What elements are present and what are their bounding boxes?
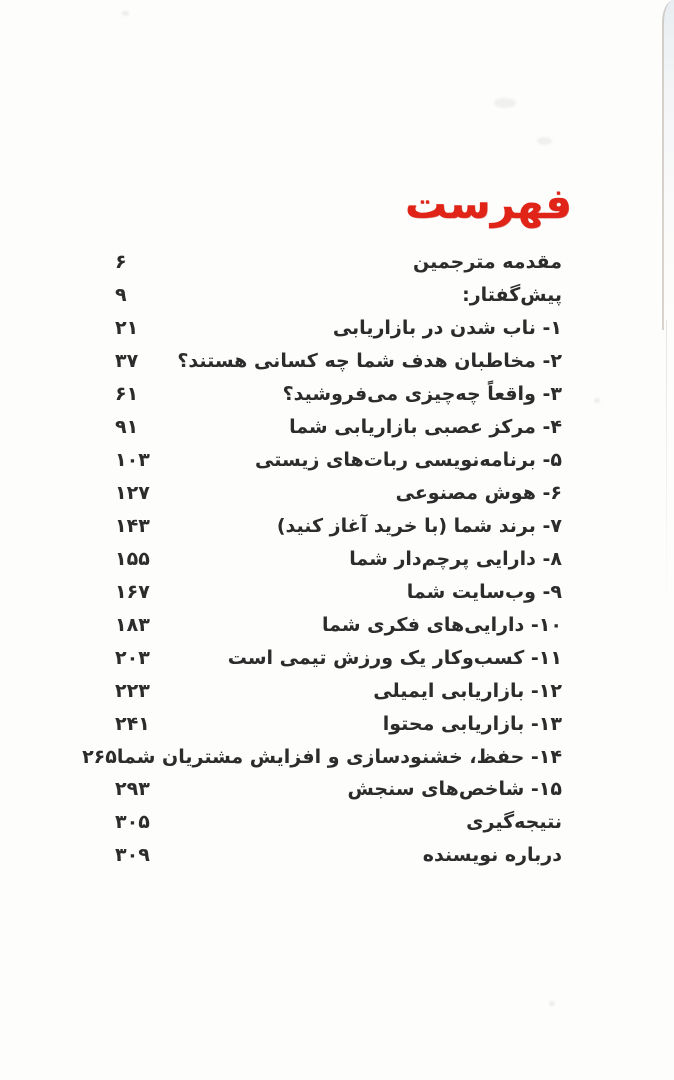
toc-entry-page: ۱۲۷: [115, 482, 150, 505]
toc-entry: [115, 378, 562, 411]
page-title: فهرست: [404, 179, 572, 228]
toc-entry-page: ۶۱: [115, 383, 139, 406]
toc-entry: [115, 839, 562, 872]
toc-entry-page: ۳۷: [115, 350, 139, 373]
toc-entry: [115, 608, 562, 641]
toc-entry: [115, 411, 562, 444]
toc-entry: [115, 707, 562, 740]
toc-entry: [115, 542, 562, 575]
toc-entry-page: ۲۴۱: [115, 712, 150, 735]
toc-entry-label: ۱۰- دارایی‌های فکری شما: [321, 613, 562, 636]
page-edge-curve: [662, 0, 674, 330]
toc-entry: [115, 674, 562, 707]
page-edge-line: [666, 320, 668, 620]
toc-entry-label: ۱۳- بازاریابی محتوا: [382, 712, 562, 735]
toc-entry: [115, 510, 562, 543]
toc-entry-label: ۲- مخاطبان هدف شما چه کسانی هستند؟: [177, 350, 562, 373]
scan-smudge: [494, 98, 516, 108]
toc-entry-label: ۱۲- بازاریابی ایمیلی: [373, 679, 562, 702]
toc-entry: [115, 477, 562, 510]
toc-entry-page: ۱۶۷: [115, 580, 150, 603]
toc-entry-page: ۲۶۵: [82, 745, 117, 768]
toc-entry: [82, 740, 562, 773]
toc-entry: [115, 575, 562, 608]
toc-entry-page: ۳۰۵: [115, 811, 150, 834]
toc-entry: [115, 246, 562, 279]
toc-entry: [115, 641, 562, 674]
scan-smudge: [594, 398, 600, 403]
toc-entry: [115, 444, 562, 477]
toc-entry-label: ۹- وب‌سایت شما: [406, 580, 562, 603]
toc-entry-label: ۷- برند شما (با خرید آغاز کنید): [276, 514, 562, 537]
toc-entry-page: ۲۱: [115, 317, 139, 340]
toc-entry-page: ۱۴۳: [115, 514, 150, 537]
toc-entry-label: ۶- هوش مصنوعی: [395, 482, 562, 505]
toc-entry: [115, 806, 562, 839]
toc-entry-label: ۵- برنامه‌نویسی ربات‌های زیستی: [255, 449, 562, 472]
toc-entry-label: مقدمه مترجمین: [413, 251, 562, 274]
toc-entry-label: ۴- مرکز عصبی بازاریابی شما: [289, 416, 562, 439]
toc-entry-page: ۱۵۵: [115, 547, 150, 570]
toc-entry-page: ۲۹۳: [115, 778, 150, 801]
scan-smudge: [122, 11, 129, 16]
toc-entry-page: ۳۰۹: [115, 844, 150, 867]
toc-entry-label: درباره نویسنده: [422, 844, 562, 867]
toc-entry-label: ۸- دارایی پرچم‌دار شما: [349, 547, 562, 570]
toc-entry: [115, 279, 562, 312]
toc-entry: [115, 773, 562, 806]
toc-entry-page: ۹۱: [115, 416, 139, 439]
toc-entry-page: ۱۰۳: [115, 449, 150, 472]
toc-entry-label: ۱۵- شاخص‌های سنجش: [347, 778, 562, 801]
toc-entry-page: ۹: [115, 284, 127, 307]
toc-list: [82, 246, 562, 872]
toc-entry-page: ۲۲۳: [115, 679, 150, 702]
toc-entry-label: پیش‌گفتار:: [462, 284, 562, 307]
toc-entry-page: ۲۰۳: [115, 646, 150, 669]
toc-entry-label: ۱۱- کسب‌وکار یک ورزش تیمی است: [227, 646, 562, 669]
toc-entry-page: ۶: [115, 251, 127, 274]
toc-entry-label: ۳- واقعاً چه‌چیزی می‌فروشید؟: [282, 383, 562, 406]
scan-smudge: [549, 1001, 555, 1006]
toc-entry-label: نتیجه‌گیری: [466, 811, 562, 834]
toc-entry: [115, 345, 562, 378]
scan-smudge: [537, 137, 552, 145]
toc-entry-page: ۱۸۳: [115, 613, 150, 636]
toc-entry-label: ۱- ناب شدن در بازاریابی: [332, 317, 562, 340]
toc-entry-label: ۱۴- حفظ، خشنودسازی و افزایش مشتریان شما: [116, 745, 562, 768]
toc-entry: [115, 312, 562, 345]
